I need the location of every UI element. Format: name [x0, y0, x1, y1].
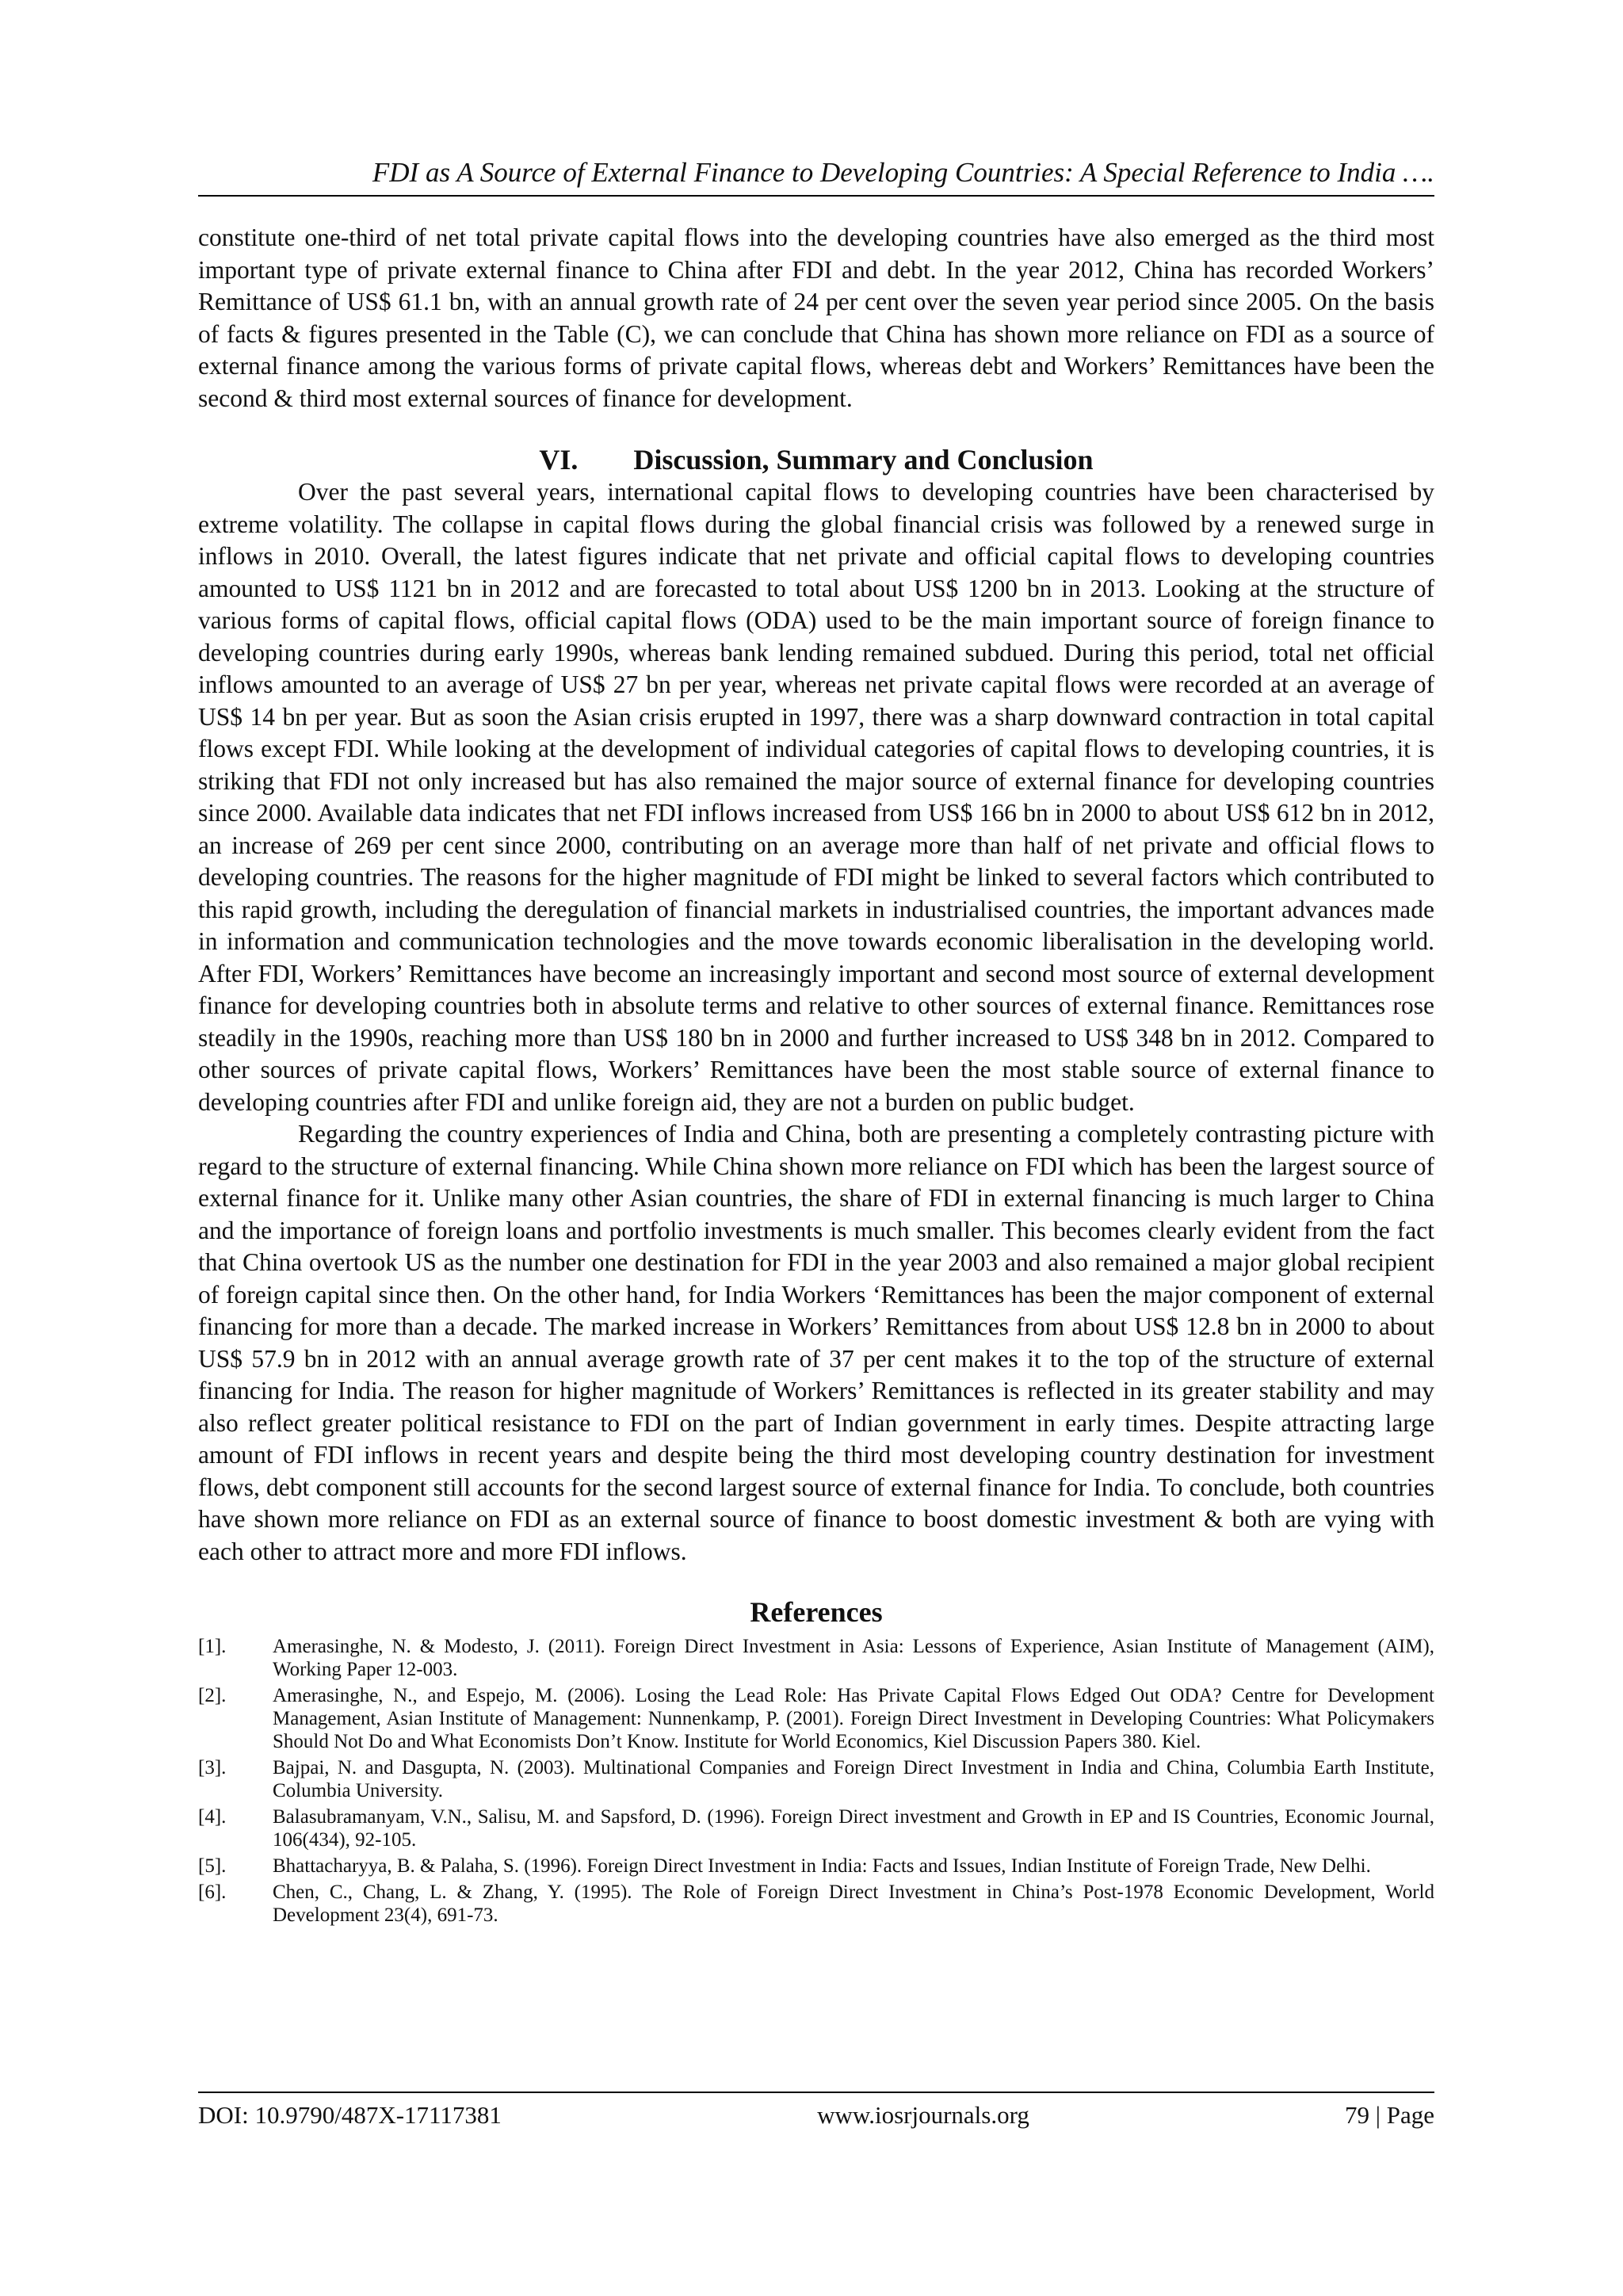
reference-list	[198, 1635, 1434, 1927]
reference-item	[198, 1855, 1434, 1878]
reference-number: [5].	[198, 1855, 227, 1877]
running-title: FDI as A Source of External Finance to Developing Countries: A Special Reference to India ….	[372, 157, 1434, 188]
reference-number: [1].	[198, 1636, 227, 1657]
reference-text: Bajpai, N. and Dasgupta, N. (2003). Multinational Companies and Foreign Direct Investment in India and China, Columbia Earth Institute, Columbia University.	[273, 1757, 1434, 1801]
reference-text: Balasubramanyam, V.N., Salisu, M. and Sapsford, D. (1996). Foreign Direct investment and Growth in EP and IS Countries, Economic Journal, 106(434), 92-105.	[273, 1806, 1434, 1851]
footer-website: www.iosrjournals.org	[817, 2101, 1029, 2129]
reference-item	[198, 1684, 1434, 1753]
footer-doi: DOI: 10.9790/487X-17117381	[198, 2101, 502, 2129]
references-heading: References	[750, 1596, 883, 1628]
reference-number: [4].	[198, 1806, 227, 1828]
reference-item	[198, 1881, 1434, 1927]
article-content	[198, 222, 1434, 1930]
footer-page-number: 79 | Page	[1345, 2101, 1434, 2129]
reference-text: Chen, C., Chang, L. & Zhang, Y. (1995). The Role of Foreign Direct Investment in China’s Post-1978 Economic Development, World Development 23(4), 691-73.	[273, 1881, 1434, 1926]
reference-text: Bhattacharyya, B. & Palaha, S. (1996). Foreign Direct Investment in India: Facts and Issues, Indian Institute of Foreign Trade, New Delhi.	[273, 1855, 1371, 1877]
reference-item	[198, 1756, 1434, 1802]
reference-item	[198, 1635, 1434, 1681]
reference-number: [2].	[198, 1685, 227, 1706]
reference-text: Amerasinghe, N., and Espejo, M. (2006). Losing the Lead Role: Has Private Capital Flows Edged Out ODA? Centre for Development Management, Asian Institute of Management: Nunnenkamp, P. (2001). Foreign Direct Investment in Developing Countries: What Policymakers Should Not Do and What Economists Don’t Know. Institute for World Economics, Kiel Discussion Papers 380. Kiel.	[273, 1685, 1434, 1752]
body-paragraph: Over the past several years, international capital flows to developing countries have been characterised by extreme volatility. The collapse in capital flows during the global financial crisis was followed by a renewed surge in inflows in 2010. Overall, the latest figures indicate that net private and official capital flows to developing countries amounted to US$ 1121 bn in 2012 and are forecasted to total about US$ 1200 bn in 2013. Looking at the structure of various forms of capital flows, official capital flows (ODA) used to be the main important source of foreign finance to developing countries during early 1990s, whereas bank lending remained subdued. During this period, total net official inflows amounted to an average of US$ 27 bn per year, whereas net private capital flows were recorded at an average of US$ 14 bn per year. But as soon the Asian crisis erupted in 1997, there was a sharp downward contraction in total capital flows except FDI. While looking at the development of individual categories of capital flows to developing countries, it is striking that FDI not only increased but has also remained the major source of external finance for developing countries since 2000. Available data indicates that net FDI inflows increased from US$ 166 bn in 2000 to about US$ 612 bn in 2012, an increase of 269 per cent since 2000, contributing on an average more than half of net private and official flows to developing countries. The reasons for the higher magnitude of FDI might be linked to several factors which contributed to this rapid growth, including the deregulation of financial markets in industrialised countries, the important advances made in information and communication technologies and the move towards economic liberalisation in the developing world. After FDI, Workers’ Remittances have become an increasingly important and second most source of external development finance for developing countries both in absolute terms and relative to other sources of external finance. Remittances rose steadily in the 1990s, reaching more than US$ 180 bn in 2000 and further increased to US$ 348 bn in 2012. Compared to other sources of private capital flows, Workers’ Remittances have been the most stable source of external finance to developing countries after FDI and unlike foreign aid, they are not a burden on public budget.	[198, 478, 1434, 1116]
body-paragraph: Regarding the country experiences of India and China, both are presenting a completely contrasting picture with regard to the structure of external financing. While China shown more reliance on FDI which has been the largest source of external finance for it. Unlike many other Asian countries, the share of FDI in external financing is much larger to China and the importance of foreign loans and portfolio investments is much smaller. This becomes clearly evident from the fact that China overtook US as the number one destination for FDI in the year 2003 and also remained a major global recipient of foreign capital since then. On the other hand, for India Workers ‘Remittances has been the major component of external financing for more than a decade. The marked increase in Workers’ Remittances from about US$ 12.8 bn in 2000 to about US$ 57.9 bn in 2012 with an annual average growth rate of 37 per cent makes it to the top of the structure of external financing for India. The reason for higher magnitude of Workers’ Remittances is reflected in its greater stability and may also reflect greater political resistance to FDI on the part of Indian government in early times. Despite attracting large amount of FDI inflows in recent years and despite being the third most developing country destination for investment flows, debt component still accounts for the second largest source of external finance for India. To conclude, both countries have shown more reliance on FDI as an external source of finance to boost domestic investment & both are vying with each other to attract more and more FDI inflows.	[198, 1120, 1434, 1565]
footer-rule	[198, 2092, 1434, 2093]
footer-row	[198, 2098, 1434, 2133]
section-number: VI.	[539, 444, 579, 476]
reference-item	[198, 1805, 1434, 1851]
running-header	[198, 155, 1434, 197]
reference-number: [3].	[198, 1757, 227, 1778]
section-heading	[198, 443, 1434, 476]
reference-number: [6].	[198, 1881, 227, 1903]
page-footer	[198, 2092, 1434, 2133]
intro-paragraph: constitute one-third of net total private capital flows into the developing countries have also emerged as the third most important type of private external finance to China after FDI and debt. In the year 2012, China has recorded Workers’ Remittance of US$ 61.1 bn, with an annual growth rate of 24 per cent over the seven year period since 2005. On the basis of facts & figures presented in the Table (C), we can conclude that China has shown more reliance on FDI as a source of external finance among the various forms of private capital flows, whereas debt and Workers’ Remittances have been the second & third most external sources of finance for development.	[198, 223, 1434, 412]
reference-text: Amerasinghe, N. & Modesto, J. (2011). Foreign Direct Investment in Asia: Lessons of Experience, Asian Institute of Management (AIM), Working Paper 12-003.	[273, 1636, 1434, 1680]
header-rule	[198, 195, 1434, 197]
section-title: Discussion, Summary and Conclusion	[633, 444, 1094, 476]
